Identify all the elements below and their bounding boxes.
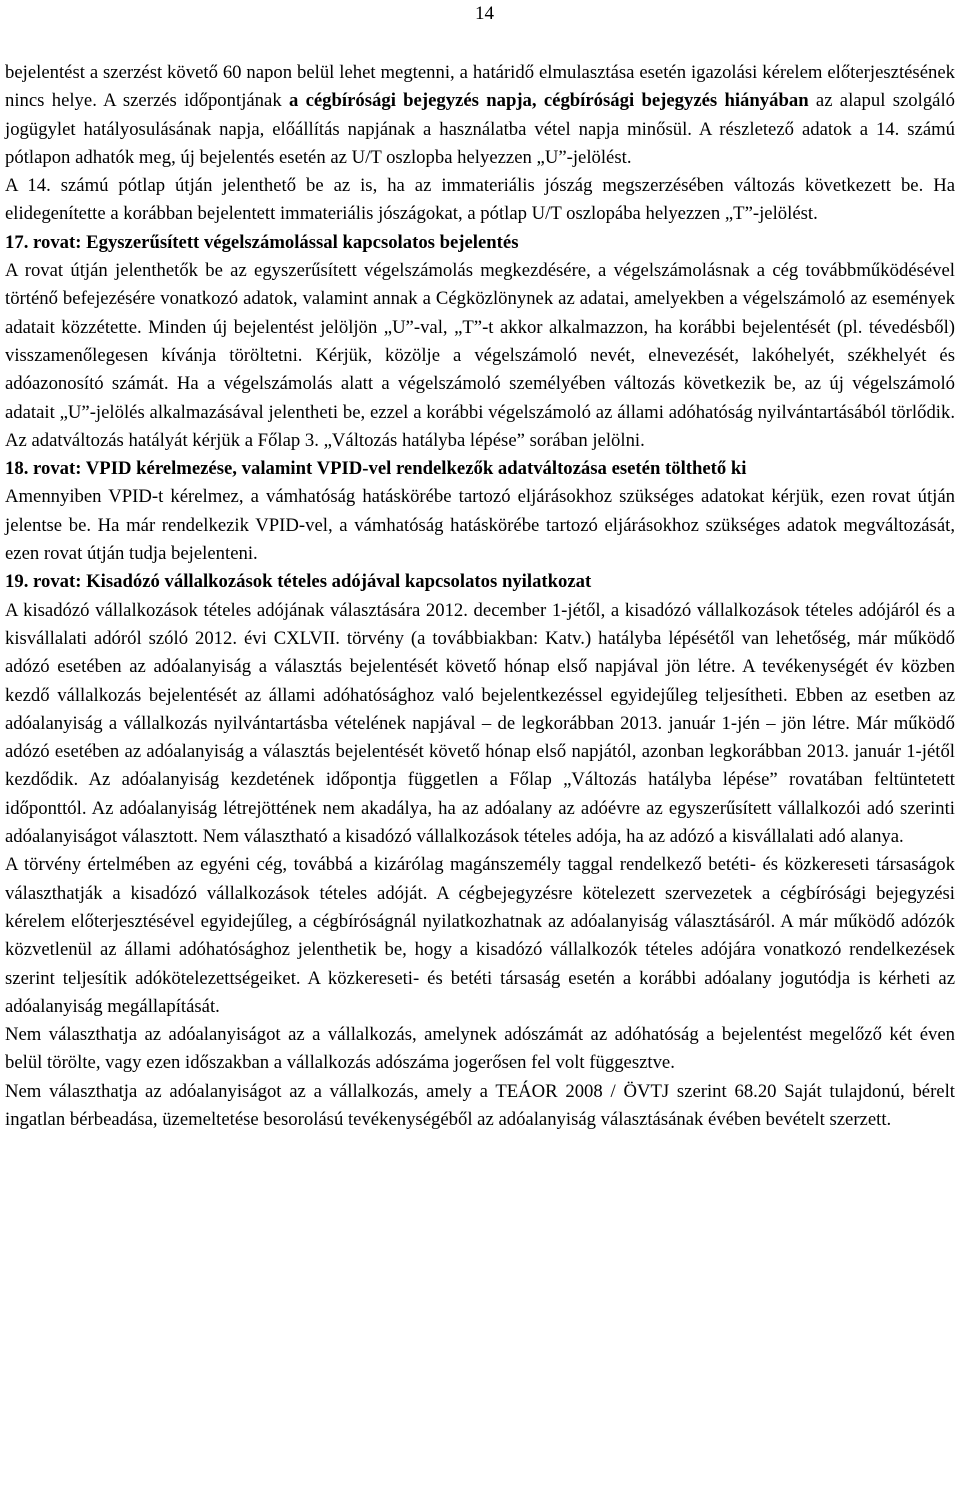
- paragraph: [5, 1078, 955, 1135]
- paragraph: [5, 1021, 955, 1078]
- paragraph: [5, 257, 955, 455]
- paragraph: [5, 597, 955, 852]
- heading-text: 18. rovat: VPID kérelmezése, valamint VPID-vel rendelkezők adatváltozása esetén tölthető ki: [5, 458, 747, 480]
- text-run: Amennyiben VPID-t kérelmez, a vámhatóság hatáskörébe tartozó eljárásokhoz szükséges adatokat kérjük, ezen rovat útján jelentse be. Ha már rendelkezik VPID-vel, a vámhatóság hatáskörébe tartozó eljárásokhoz szükséges adatok megváltozását, ezen rovat útján tudja bejelenteni.: [5, 486, 955, 565]
- paragraph: [5, 59, 955, 172]
- heading-text: 19. rovat: Kisadózó vállalkozások tételes adójával kapcsolatos nyilatkozat: [5, 571, 592, 593]
- text-run: Nem választhatja az adóalanyiságot az a vállalkozás, amelynek adószámát az adóhatóság a bejelentést megelőző két éven belül törölte, vagy ezen időszakban a vállalkozás adószáma jogerősen fel volt függesztve.: [5, 1024, 955, 1074]
- heading-text: 17. rovat: Egyszerűsített végelszámolással kapcsolatos bejelentés: [5, 231, 519, 253]
- document-body: [5, 59, 955, 1134]
- paragraph: [5, 172, 955, 229]
- text-run: bejelentést a szerzést követő 60 napon belül lehet megtenni, a határidő elmulasztása esetén igazolási kérelem előterjesztésének nincs helye. A szerzés időpontjának: [5, 62, 955, 112]
- section-heading-18: [5, 455, 955, 483]
- section-heading-19: [5, 568, 955, 596]
- text-run: A rovat útján jelenthetők be az egyszerűsített végelszámolás megkezdésére, a végelszámolásnak a cég továbbműködésével történő befejezésére vonatkozó adatok, valamint annak a Cégközlönynek az adatai, amelyekben a végelszámoló az események adatait közzétette. Minden új bejelentést jelöljön „U”-val, „T”-t akkor alkalmazzon, ha korábbi bejelentését (pl. tévedésből) visszamenőlegesen kívánja töröltetni. Kérjük, közölje a végelszámoló nevét, elnevezését, lakóhelyét, székhelyét és adóazonosító számát. Ha a végelszámolás alatt a végelszámoló személyében változás következik be, az új végelszámoló adatait „U”-jelölés alkalmazásával jelentheti be, ezzel a korábbi végelszámoló az állami adóhatóság nyilvántartásából törlődik. Az adatváltozás hatályát kérjük a Főlap 3. „Változás hatályba lépése” sorában jelölni.: [5, 260, 955, 451]
- section-heading-17: [5, 229, 955, 257]
- page-number: 14: [475, 3, 494, 24]
- text-run: A 14. számú pótlap útján jelenthető be az is, ha az immateriális jószág megszerzésében változás következett be. Ha elidegenítette a korábban bejelentett immateriális jószágokat, a pótlap U/T oszlopába helyezzen „T”-jelölést.: [5, 175, 955, 225]
- paragraph: [5, 851, 955, 1021]
- paragraph: [5, 483, 955, 568]
- text-run: az alapul szolgáló jogügylet hatályosulásának napja, előállítás napjának a használatba vétel napja minősül. A részletező adatok a 14. számú pótlapon adhatók meg, új bejelentés esetén az U/T oszlopba helyezzen „U”-jelölést.: [5, 90, 955, 168]
- bold-text-run: a cégbírósági bejegyzés napja, cégbírósági bejegyzés hiányában: [288, 90, 809, 112]
- text-run: A kisadózó vállalkozások tételes adójának választására 2012. december 1-jétől, a kisadózó vállalkozások tételes adójáról és a kisvállalati adóról szóló 2012. évi CXLVII. törvény (a továbbiakban: Katv.) hatályba lépésétől van lehetőség, már működő adózó esetében az adóalanyiság a választás bejelentését követő hónap első napjával jön létre. A tevékenységét év közben kezdő vállalkozás bejelentését az állami adóhatósághoz való bejelentkezéssel egyidejűleg teljesítheti. Ebben az esetben az adóalanyiság a vállalkozás nyilvántartásba vételének napjával – de legkorábban 2013. január 1-jén – jön létre. Már működő adózó esetében az adóalanyiság a választás bejelentését követő hónap első napjától, azonban legkorábban 2013. január 1-jétől kezdődik. Az adóalanyiság kezdetének időpontja független a Főlap „Változás hatályba lépése” rovatában feltüntetett időponttól. Az adóalanyiság létrejöttének nem akadálya, ha az adóalany az adóévre az egyszerűsített vállalkozói adó szerinti adóalanyiságot választott. Nem választható a kisadózó vállalkozások tételes adója, ha az adózó a kisvállalati adó alanya.: [5, 599, 955, 848]
- text-run: Nem választhatja az adóalanyiságot az a vállalkozás, amely a TEÁOR 2008 / ÖVTJ szerint 68.20 Saját tulajdonú, bérelt ingatlan bérbeadása, üzemeltetése besorolású tevékenységéből az adóalanyiság választásának évében bevételt szerzett.: [5, 1080, 955, 1130]
- text-run: A törvény értelmében az egyéni cég, továbbá a kizárólag magánszemély taggal rendelkező betéti- és közkereseti társaságok választhatják a kisadózó vállalkozások tételes adóját. A cégbejegyzésre kötelezett szervezetek a cégbírósági bejegyzési kérelem előterjesztésével egyidejűleg, a cégbíróságnál nyilatkozhatnak az adóalanyiság választásáról. A már működő adózók közvetlenül az állami adóhatósághoz jelenthetik be, hogy a kisadózó vállalkozók tételes adójára vonatkozó rendelkezések szerint teljesítik adókötelezettségeiket. A közkereseti- és betéti társaság esetén a korábbi adóalany jogutódja is kérheti az adóalanyiság megállapítását.: [5, 854, 955, 1017]
